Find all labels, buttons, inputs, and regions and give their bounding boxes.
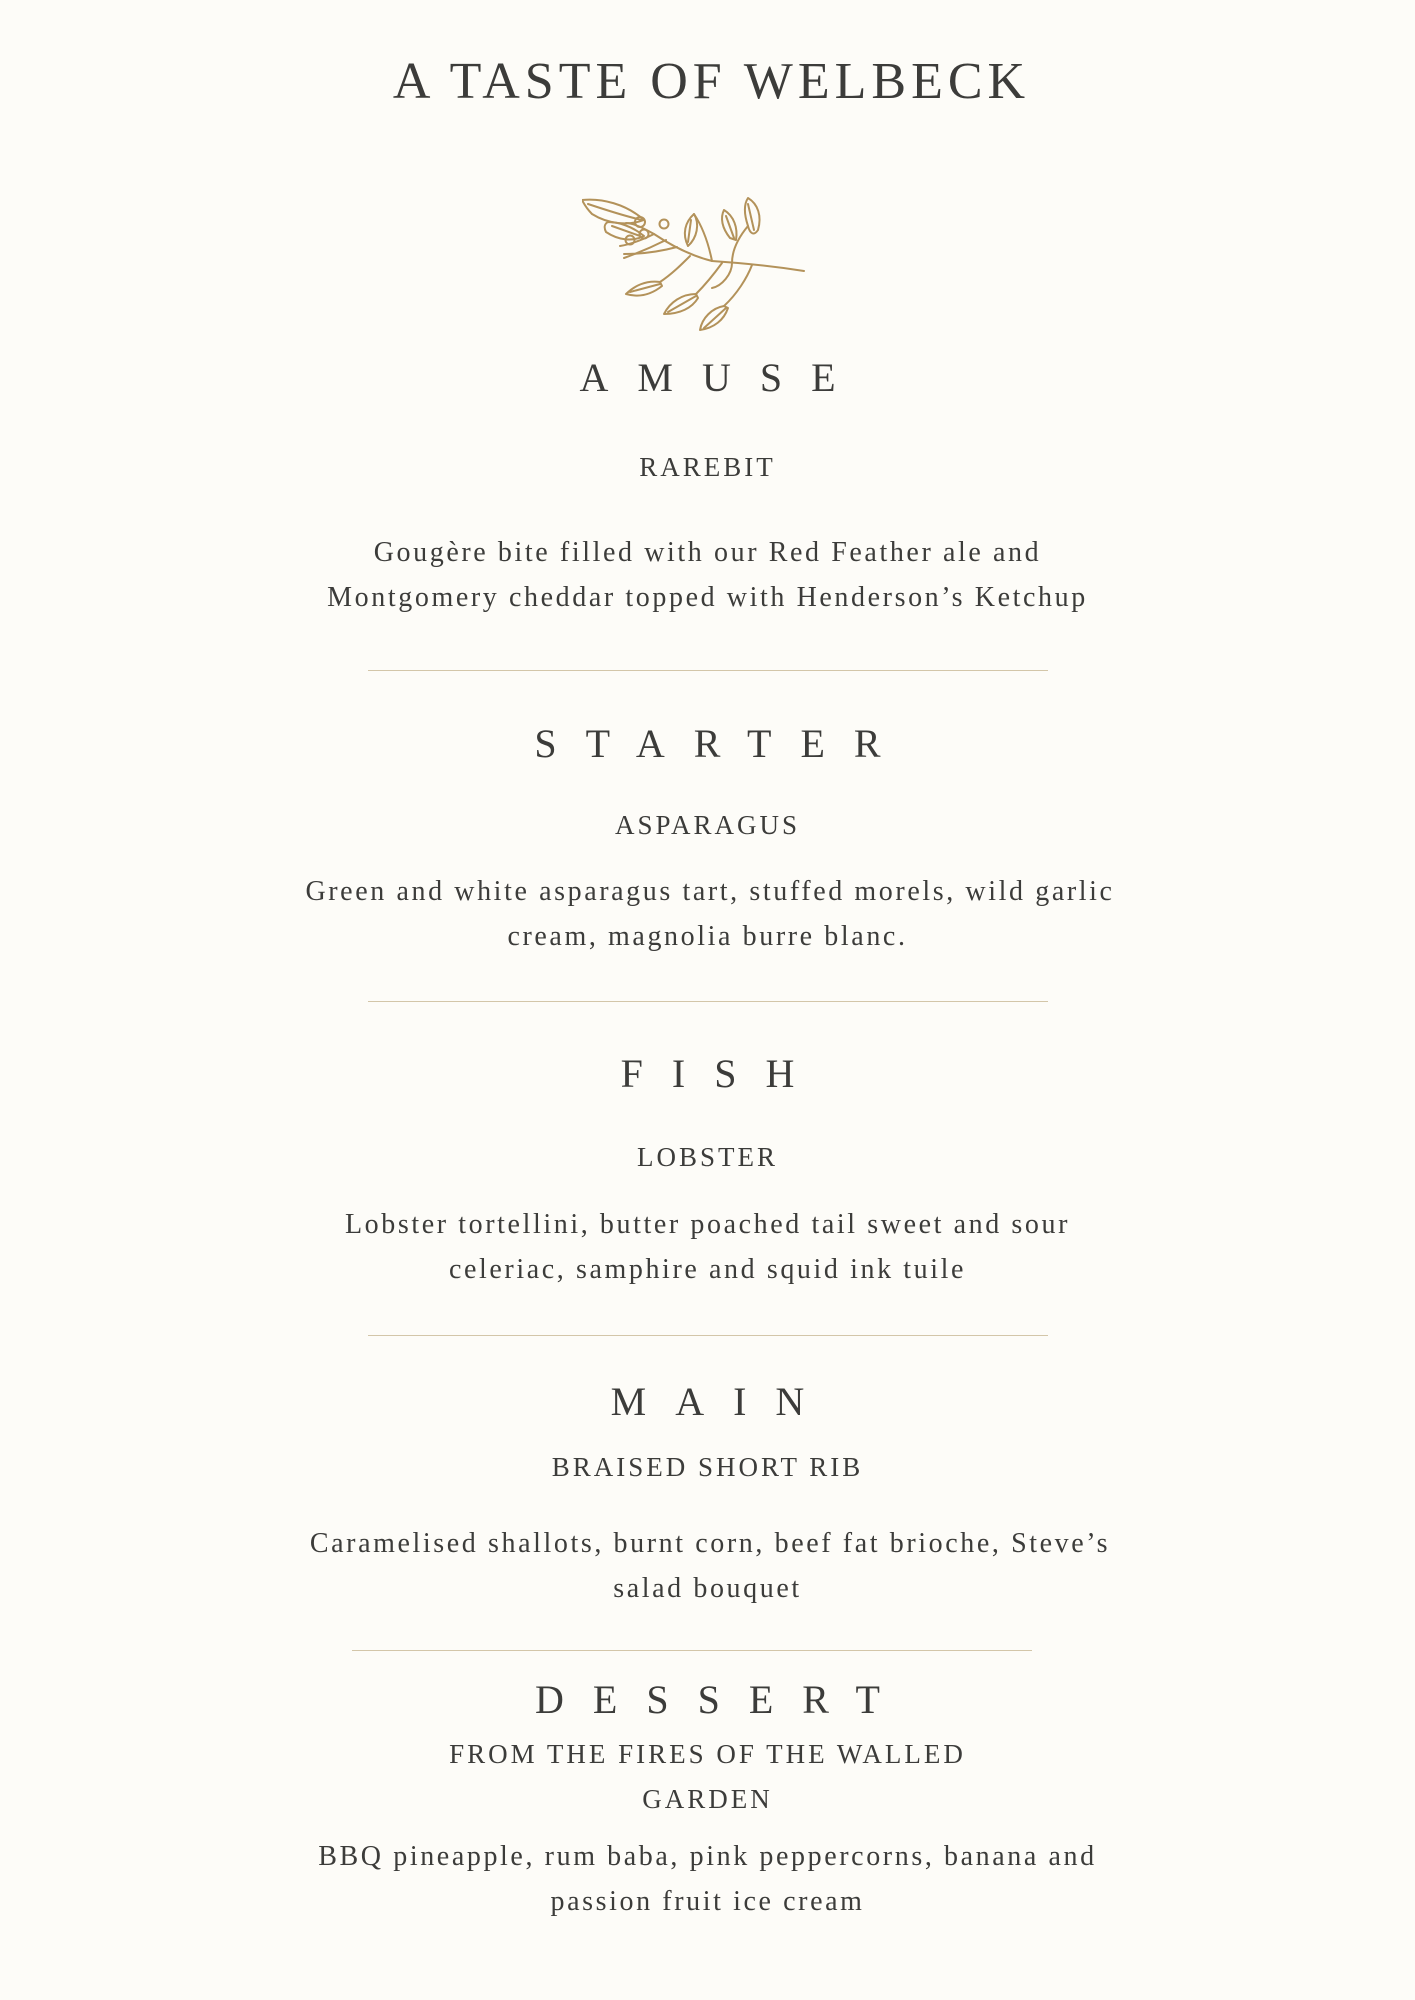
- dish-description-line: Montgomery cheddar topped with Henderson’s Ketchup: [327, 582, 1088, 613]
- dish-name-lobster: LOBSTER: [636, 1142, 778, 1172]
- dish-description-line: BBQ pineapple, rum baba, pink peppercorns, banana and: [318, 1841, 1097, 1872]
- leaf-sprig-icon: [582, 196, 808, 332]
- dish-description-line: Green and white asparagus tart, stuffed morels, wild garlic: [305, 876, 1115, 907]
- section-heading-starter: STARTER: [534, 721, 910, 766]
- section-heading-amuse: AMUSE: [579, 355, 865, 400]
- dish-name-line: GARDEN: [642, 1784, 773, 1814]
- dish-description-line: Lobster tortellini, butter poached tail sweet and sour: [344, 1209, 1071, 1240]
- menu-title: A TASTE OF WELBECK: [392, 53, 1031, 110]
- section-heading-fish: FISH: [620, 1051, 824, 1096]
- dish-description-line: Gougère bite filled with our Red Feather ale and: [373, 537, 1042, 568]
- dish-description-line: Caramelised shallots, burnt corn, beef fat brioche, Steve’s: [309, 1528, 1111, 1559]
- dish-description-line: cream, magnolia burre blanc.: [507, 921, 908, 952]
- course-divider: [368, 1335, 1048, 1336]
- course-divider: [368, 670, 1048, 671]
- section-heading-main: MAIN: [610, 1379, 834, 1424]
- course-divider: [368, 1001, 1048, 1002]
- section-heading-dessert: DESSERT: [535, 1677, 909, 1722]
- dish-name-asparagus: ASPARAGUS: [614, 810, 801, 840]
- dish-description-line: passion fruit ice cream: [550, 1886, 865, 1917]
- dish-description-line: salad bouquet: [613, 1573, 802, 1604]
- dish-name-braised-short-rib: BRAISED SHORT RIB: [551, 1452, 864, 1482]
- dish-name-rarebit: RAREBIT: [639, 452, 776, 482]
- dish-description-line: celeriac, samphire and squid ink tuile: [448, 1254, 967, 1285]
- dish-name-line: FROM THE FIRES OF THE WALLED: [449, 1739, 966, 1769]
- course-divider: [352, 1650, 1032, 1651]
